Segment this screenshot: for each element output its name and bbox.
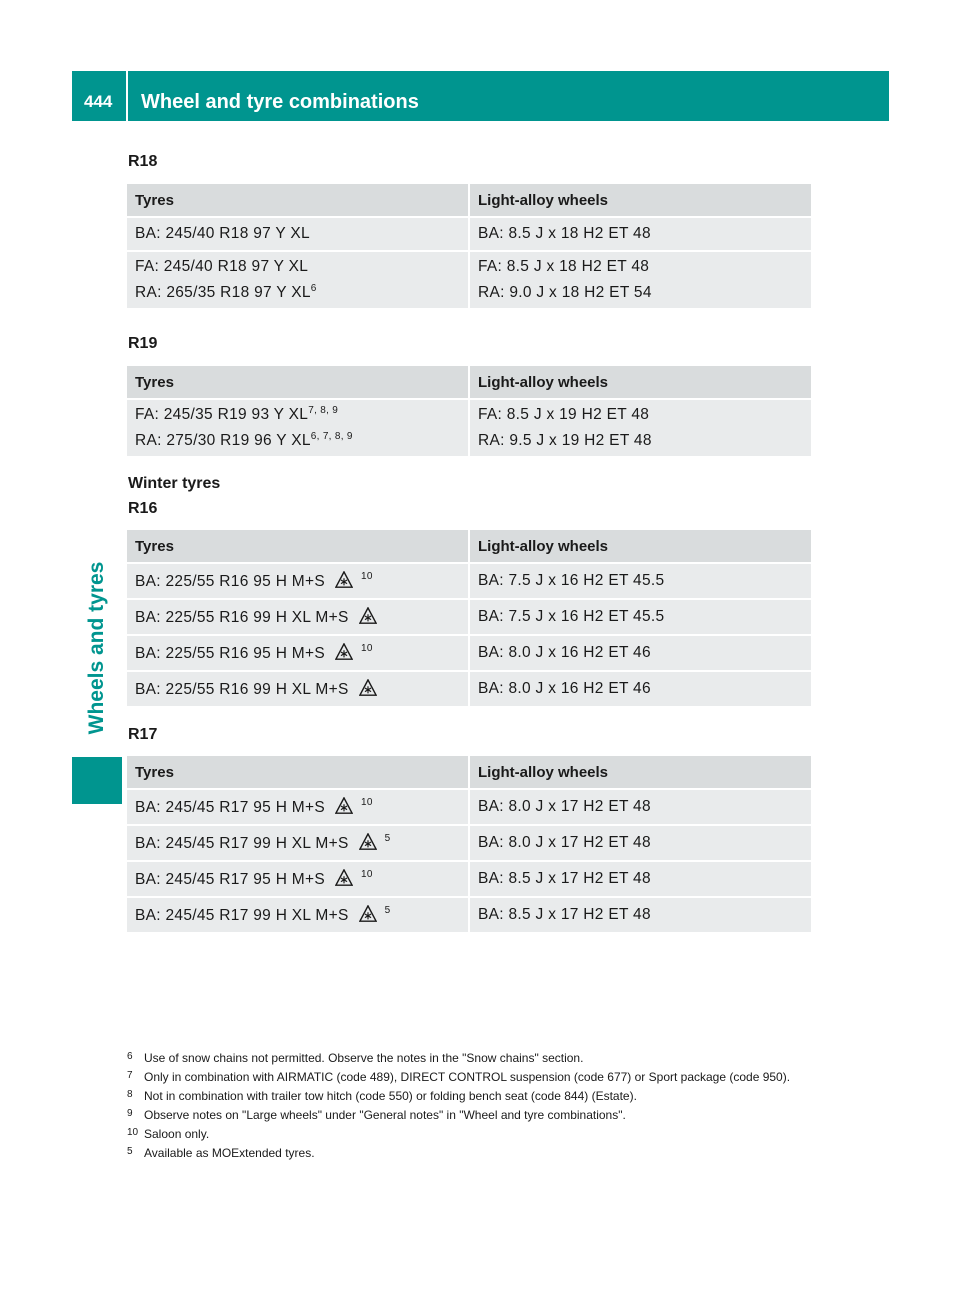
wheel-cell: BA: 7.5 J x 16 H2 ET 45.5 [469,599,811,635]
footnote-ref: 10 [361,643,373,654]
table-row [127,217,811,251]
tyre-line-front: FA: 245/40 R18 97 Y XL [135,258,309,275]
col-header-wheels: Light-alloy wheels [469,184,811,217]
footnote-text: Not in combination with trailer tow hitch (code 550) or folding bench seat (code 844) (Estate). [144,1089,637,1103]
wheel-cell: BA: 7.5 J x 16 H2 ET 45.5 [469,563,811,599]
wheel-cell: BA: 8.5 J x 18 H2 ET 48 [469,217,811,251]
wheel-cell: BA: 8.0 J x 17 H2 ET 48 [469,825,811,861]
snowflake-mountain-icon [359,607,377,625]
wheel-cell: BA: 8.0 J x 16 H2 ET 46 [469,671,811,707]
tyre-cell: BA: 225/55 R16 99 H XL M+S [127,671,469,707]
side-accent-block [72,757,122,804]
table-row [127,671,811,707]
snowflake-mountain-icon [335,797,353,815]
table-header-row [127,184,811,217]
footnote-mark: 7 [127,1070,133,1081]
footnote-ref: 5 [384,905,391,916]
footnote-mark: 6 [127,1051,133,1062]
table-winter-r16 [127,530,811,708]
table-winter-r17 [127,756,811,934]
wheel-cell: BA: 8.0 J x 17 H2 ET 48 [469,789,811,825]
table-header-row [127,756,811,789]
footnotes [127,1049,817,1163]
tyre-cell: BA: 245/45 R17 95 H M+S $^{10}$ [127,789,469,825]
page-title: Wheel and tyre combinations [141,91,419,113]
snowflake-mountain-icon [359,905,377,923]
tyre-cell: BA: 225/55 R16 95 H M+S $^{10}$ [127,563,469,599]
tyre-cell: BA: 225/55 R16 99 H XL M+S [127,599,469,635]
section-label-r18: R18 [128,153,158,170]
footnote-mark: 8 [127,1089,133,1100]
tyre-cell: BA: 245/45 R17 95 H M+S $^{10}$ [127,861,469,897]
col-header-wheels: Light-alloy wheels [469,756,811,789]
page-header [72,71,889,121]
table-row [127,399,811,457]
footnote-mark: 9 [127,1108,133,1119]
footnote [127,1049,817,1068]
wheel-line-front: FA: 8.5 J x 18 H2 ET 48 [478,258,650,275]
snowflake-mountain-icon [335,869,353,887]
footnote-ref: 10 [361,571,373,582]
footnote-text: Use of snow chains not permitted. Observe the notes in the "Snow chains" section. [144,1051,584,1065]
page-number: 444 [84,92,113,111]
footnote [127,1125,817,1144]
footnote [127,1106,817,1125]
tyre-cell: BA: 245/40 R18 97 Y XL [127,217,469,251]
table-row [127,251,811,309]
footnote-ref: 10 [361,797,373,808]
table-row [127,897,811,933]
table-row [127,563,811,599]
wheel-cell: BA: 8.0 J x 16 H2 ET 46 [469,635,811,671]
tyre-cell: BA: 245/45 R17 99 H XL M+S $^5$ [127,825,469,861]
footnote-text: Saloon only. [144,1127,210,1141]
snowflake-mountain-icon [335,643,353,661]
table-row [127,789,811,825]
wheel-line-rear: RA: 9.0 J x 18 H2 ET 54 [478,284,652,301]
table-header-row [127,366,811,399]
footnote-ref: 10 [361,869,373,880]
col-header-wheels: Light-alloy wheels [469,366,811,399]
wheel-line-front: FA: 8.5 J x 19 H2 ET 48 [478,406,650,423]
tyre-line-rear: RA: 265/35 R18 97 Y $XL^6$ [135,283,317,301]
section-label-r17: R17 [128,726,158,743]
table-row [127,861,811,897]
side-chapter-tab [72,540,122,756]
footnote-mark: 10 [127,1127,139,1138]
footnote-ref: 6 [310,283,317,294]
tyre-cell [127,251,469,309]
tyre-cell [127,399,469,457]
footnote [127,1144,817,1163]
wheel-cell: BA: 8.5 J x 17 H2 ET 48 [469,861,811,897]
table-row [127,825,811,861]
footnote-ref: 7, 8, 9 [308,405,339,416]
table-row [127,635,811,671]
tyre-cell: BA: 225/55 R16 95 H M+S $^{10}$ [127,635,469,671]
wheel-line-rear: RA: 9.5 J x 19 H2 ET 48 [478,432,652,449]
tyre-line-rear: RA: 275/30 R19 96 Y XL$^{6, 7, 8, 9}$ [135,431,353,449]
wheel-cell: BA: 8.5 J x 17 H2 ET 48 [469,897,811,933]
footnote-ref: 5 [384,833,391,844]
header-divider [126,71,128,121]
wheel-cell [469,251,811,309]
table-row [127,599,811,635]
table-header-row [127,530,811,563]
col-header-wheels: Light-alloy wheels [469,530,811,563]
section-label-r19: R19 [128,335,158,352]
footnote-text: Available as MOExtended tyres. [144,1146,315,1160]
footnote-text: Only in combination with AIRMATIC (code 489), DIRECT CONTROL suspension (code 677) or Sport package (code 950). [144,1070,791,1084]
side-chapter-label: Wheels and tyres [85,561,108,735]
tyre-cell: BA: 245/45 R17 99 H XL M+S $^5$ [127,897,469,933]
section-label-r16: R16 [128,500,158,517]
col-header-tyres: Tyres [127,756,469,789]
footnote-ref: 6, 7, 8, 9 [310,431,353,442]
snowflake-mountain-icon [359,679,377,697]
tyre-line-front: FA: 245/35 R19 93 Y XL$^{7, 8, 9}$ [135,405,339,423]
col-header-tyres: Tyres [127,530,469,563]
footnote [127,1068,817,1087]
wheel-cell [469,399,811,457]
col-header-tyres: Tyres [127,184,469,217]
footnote-mark: 5 [127,1146,133,1157]
winter-tyres-heading: Winter tyres [128,475,221,492]
footnote-text: Observe notes on "Large wheels" under "General notes" in "Wheel and tyre combinations". [144,1108,626,1122]
footnote [127,1087,817,1106]
snowflake-mountain-icon [359,833,377,851]
snowflake-mountain-icon [335,571,353,589]
table-r18 [127,184,811,310]
table-r19 [127,366,811,458]
col-header-tyres: Tyres [127,366,469,399]
